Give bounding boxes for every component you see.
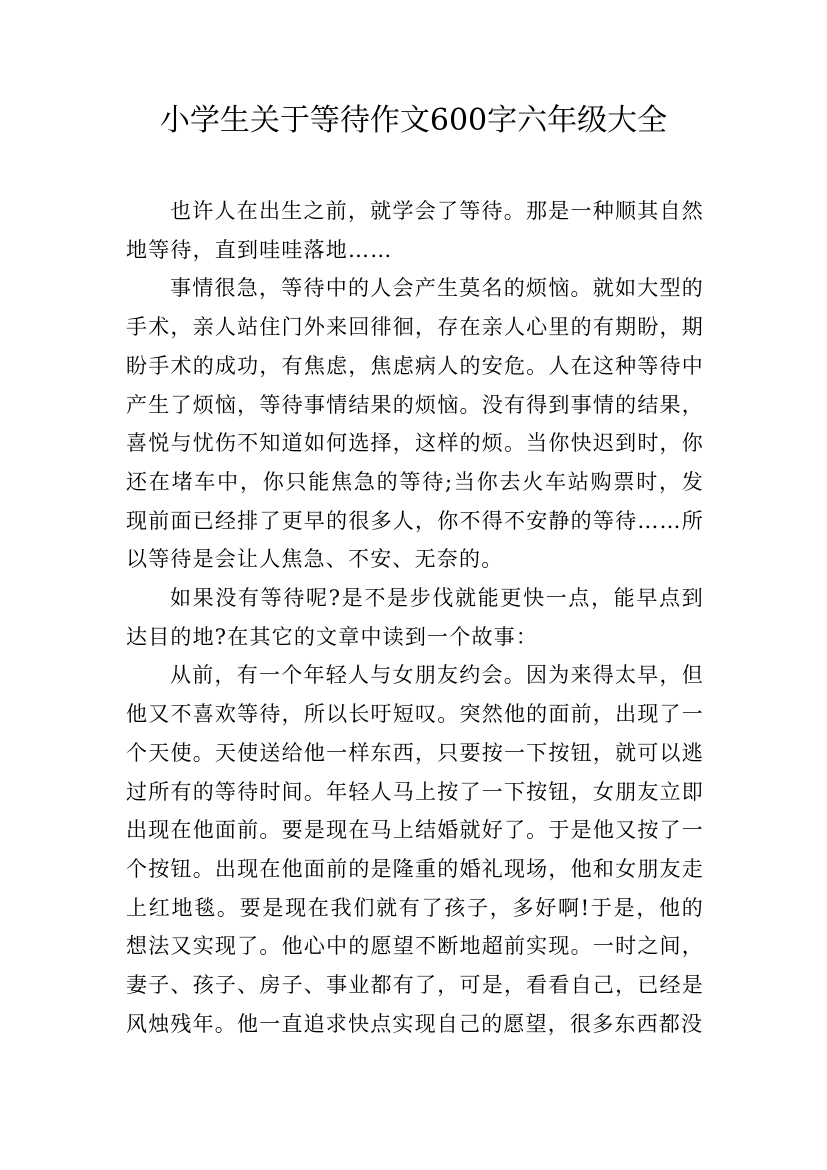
paragraph: 从前，有一个年轻人与女朋友约会。因为来得太早，但他又不喜欢等待，所以长吁短叹。突然他的面前，出现了一个天使。天使送给他一样东西，只要按一下按钮，就可以逃过所有的等待时间。年轻人马上按了一下按钮，女朋友立即出现在他面前。要是现在马上结婚就好了。于是他又按了一个按钮。出现在他面前的是隆重的婚礼现场，他和女朋友走上红地毯。要是现在我们就有了孩子，多好啊!于是，他的想法又实现了。他心中的愿望不断地超前实现。一时之间，妻子、孩子、房子、事业都有了，可是，看看自己，已经是风烛残年。他一直追求快点实现自己的愿望，很多东西都没 <box>126 663 704 1036</box>
paragraph: 如果没有等待呢?是不是步伐就能更快一点，能早点到达目的地?在其它的文章中读到一个故事： <box>126 586 704 649</box>
paragraph: 也许人在出生之前，就学会了等待。那是一种顺其自然地等待，直到哇哇落地…… <box>126 199 704 262</box>
document-title: 小学生关于等待作文600字六年级大全 <box>159 103 668 138</box>
document-body <box>126 192 704 1043</box>
paragraph: 事情很急，等待中的人会产生莫名的烦恼。就如大型的手术，亲人站住门外来回徘徊，存在亲人心里的有期盼，期盼手术的成功，有焦虑，焦虑病人的安危。人在这种等待中产生了烦恼，等待事情结果的烦恼。没有得到事情的结果，喜悦与忧伤不知道如何选择，这样的烦。当你快迟到时，你还在堵车中，你只能焦急的等待;当你去火车站购票时，发现前面已经排了更早的很多人，你不得不安静的等待……所以等待是会让人焦急、不安、无奈的。 <box>126 276 704 572</box>
